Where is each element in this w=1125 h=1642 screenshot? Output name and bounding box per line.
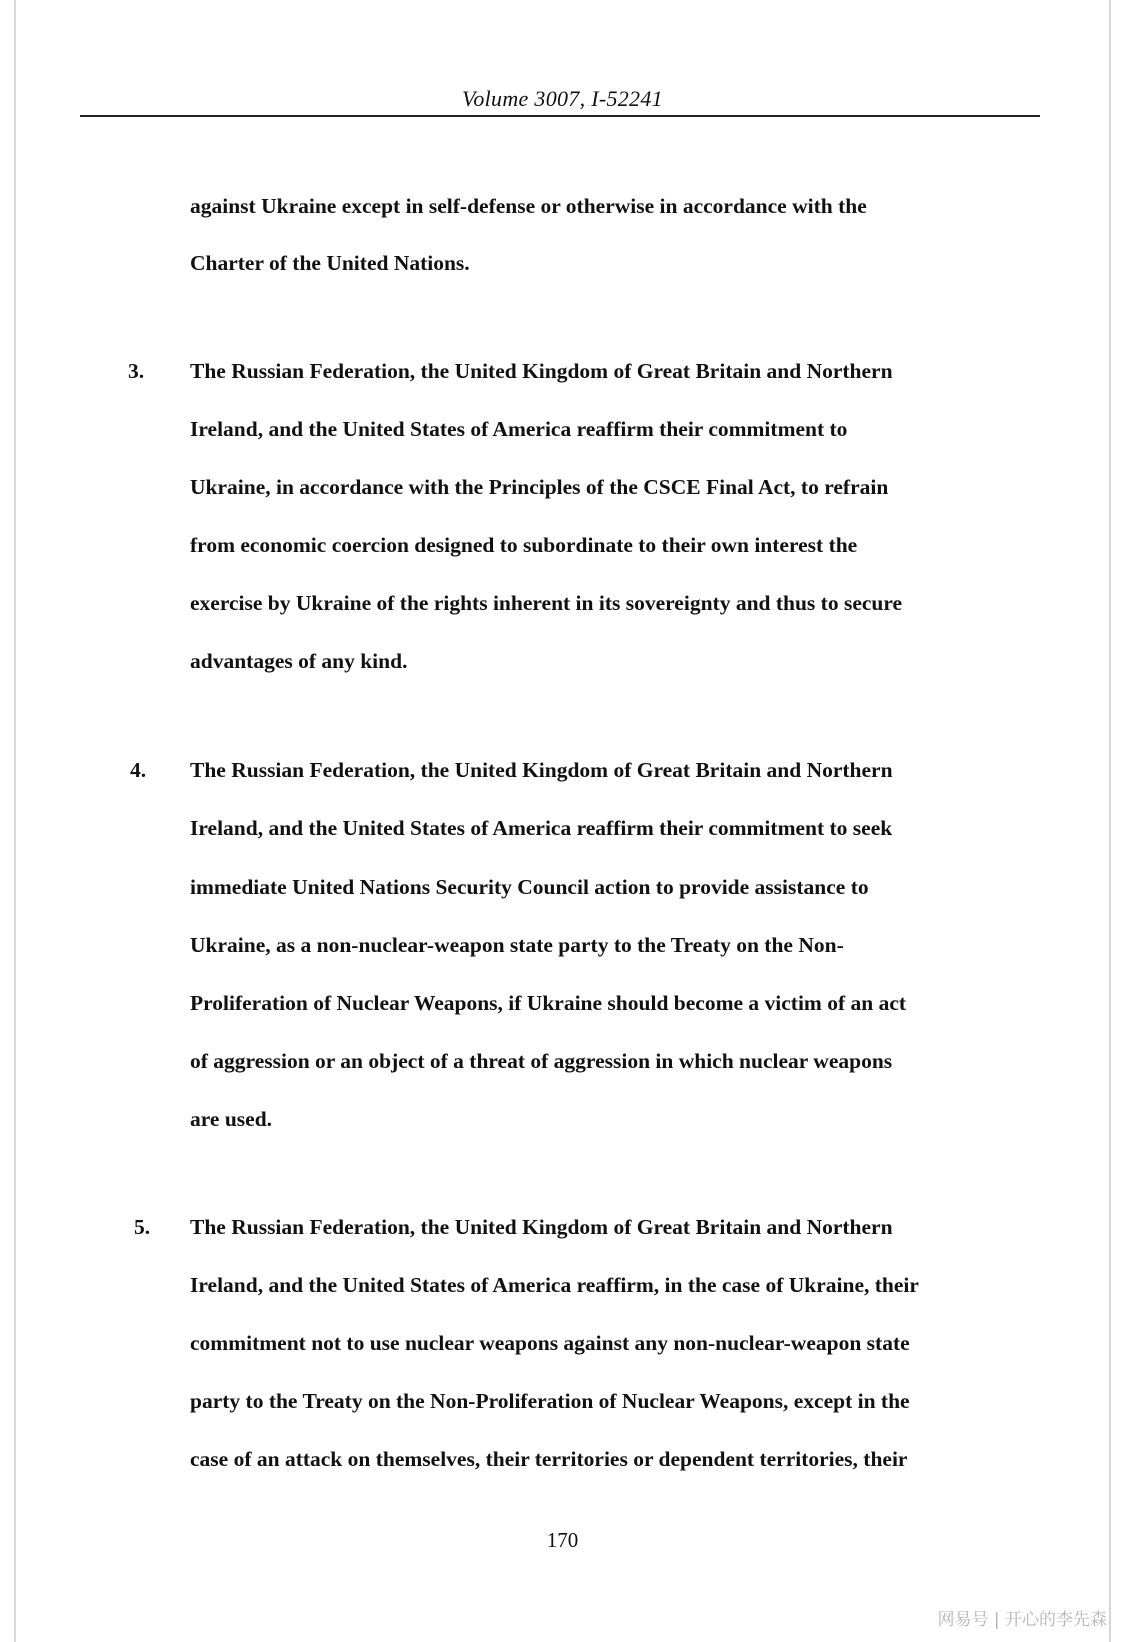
paragraph-line: Ireland, and the United States of America reaffirm, in the case of Ukraine, their	[190, 1273, 919, 1297]
paragraph-line: exercise by Ukraine of the rights inherent in its sovereignty and thus to secure	[190, 591, 903, 615]
scan-edge-left	[14, 0, 16, 1642]
paragraph-line: The Russian Federation, the United Kingdom of Great Britain and Northern	[190, 359, 893, 383]
paragraph-line: of aggression or an object of a threat of aggression in which nuclear weapons	[190, 1049, 893, 1073]
paragraph-number: 4.	[130, 758, 147, 782]
paragraph-line: are used.	[190, 1107, 273, 1131]
paragraph-line: case of an attack on themselves, their territories or dependent territories, their	[190, 1447, 908, 1471]
paragraph-line: commitment not to use nuclear weapons against any non-nuclear-weapon state	[190, 1331, 910, 1355]
paragraph-line: party to the Treaty on the Non-Proliferation of Nuclear Weapons, except in the	[190, 1389, 910, 1413]
watermark: 网易号 | 开心的李先森	[937, 1610, 1107, 1630]
paragraph-line: Ukraine, in accordance with the Principles of the CSCE Final Act, to refrain	[190, 475, 889, 499]
paragraph-line: immediate United Nations Security Council action to provide assistance to	[190, 875, 869, 899]
paragraph-line: Ireland, and the United States of America reaffirm their commitment to	[190, 417, 848, 441]
paragraph-line: Ukraine, as a non-nuclear-weapon state party to the Treaty on the Non-	[190, 933, 844, 957]
paragraph-line: Ireland, and the United States of America reaffirm their commitment to seek	[190, 816, 893, 840]
paragraph-line: The Russian Federation, the United Kingdom of Great Britain and Northern	[190, 1215, 893, 1239]
header-divider	[80, 115, 1040, 117]
paragraph-line: from economic coercion designed to subordinate to their own interest the	[190, 533, 858, 557]
paragraph-line: advantages of any kind.	[190, 649, 408, 673]
paragraph-line: Proliferation of Nuclear Weapons, if Ukraine should become a victim of an act	[190, 991, 907, 1015]
paragraph-number: 3.	[128, 359, 145, 383]
scan-edge-right	[1109, 0, 1111, 1642]
running-header: Volume 3007, I-52241	[462, 86, 663, 111]
continuation-line: against Ukraine except in self-defense or otherwise in accordance with the	[190, 194, 867, 218]
continuation-line: Charter of the United Nations.	[190, 251, 470, 275]
paragraph-line: The Russian Federation, the United Kingdom of Great Britain and Northern	[190, 758, 893, 782]
page-number: 170	[546, 1528, 579, 1552]
paragraph-number: 5.	[134, 1215, 151, 1239]
